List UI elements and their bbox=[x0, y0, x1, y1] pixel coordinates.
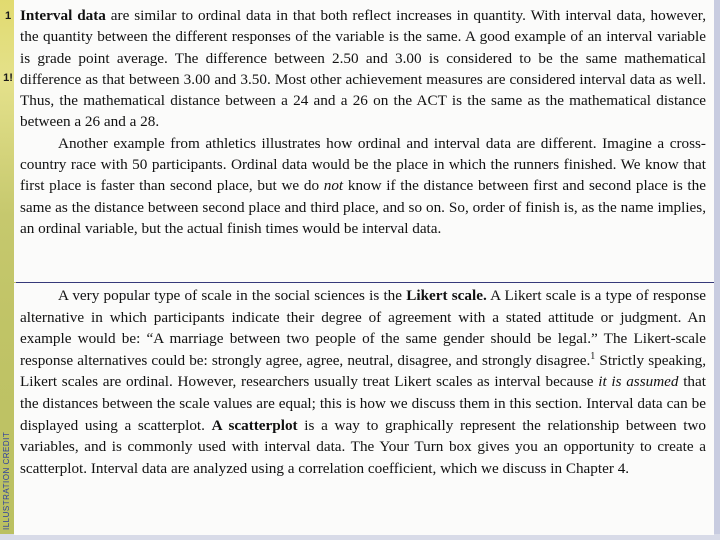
right-page-edge bbox=[714, 0, 720, 540]
likert-text-4: that the distances between the scale values are equal; this is how we discuss them in this section. Interval data can be displayed using a scatterplot. bbox=[20, 373, 706, 434]
paragraph-interval-data-text: are similar to ordinal data in that both reflect increases in quantity. With interval data, however, the quantity between the different responses of the variable is the same. A good example of an interval variable is grade point average. The difference between 2.50 and 3.00 is considered to be the same mathematical difference as that between 3.00 and 3.50. Most other achievement measures are considered interval data as well. Thus, the mathematical distance between a 24 and a 26 on the ACT is the same as the mathematical distance between a 26 and a 28. bbox=[20, 7, 706, 131]
paragraph-athletics-text-2: know if the distance between first and second place is the same as the distance between second place and third place, and so on. So, order of finish is, as the name implies, an ordinal variable, but the actual finish times would be interval data. bbox=[20, 177, 706, 237]
paragraph-athletics-text-1: Another example from athletics illustrates how ordinal and interval data are different. Imagine a cross-country race with 50 participants. Ordinal data would be the place in which the runners finished. We know that first place is faster than second place, but we do bbox=[20, 134, 706, 195]
likert-text-1: A very popular type of scale in the social sciences is the bbox=[58, 287, 407, 304]
paragraph-likert-scale bbox=[20, 285, 706, 479]
likert-text-3: Strictly speaking, Likert scales are ordinal. However, researchers usually treat Likert scales as interval because bbox=[20, 351, 706, 391]
term-interval-data: Interval data bbox=[20, 7, 106, 24]
footnote-marker: 1 bbox=[590, 350, 596, 362]
top-scanned-page bbox=[14, 0, 714, 282]
likert-text-2: A Likert scale is a type of response alternative in which participants indicate their degree of agreement with a stated attitude or judgment. An example would be: “A marriage between two people of the same gender should be legal.” The Likert-scale response alternatives could be: strongly agree, agree, neutral, disagree, and strongly disagree. bbox=[20, 287, 706, 369]
side-caption: ILLUSTRATION CREDIT bbox=[2, 431, 11, 530]
slide-number-top: 1 bbox=[4, 10, 12, 22]
emphasis-not: not bbox=[323, 177, 344, 195]
likert-text-5: is a way to graphically represent the relationship between two variables, and is commonly used with interval data. The Your Turn box gives you an opportunity to create a scatterplot. Interval data are analyzed using a correlation coefficient, which we discuss in Chapter 4. bbox=[20, 416, 706, 477]
bottom-scanned-page bbox=[14, 283, 714, 535]
paragraph-athletics-example bbox=[20, 133, 706, 239]
term-scatterplot: A scatterplot bbox=[211, 416, 298, 434]
emphasis-it-is-assumed: it is assumed bbox=[598, 373, 679, 391]
paragraph-interval-data bbox=[20, 5, 706, 133]
slide-number-second: 1! bbox=[3, 72, 13, 84]
term-likert-scale: Likert scale. bbox=[406, 287, 487, 304]
